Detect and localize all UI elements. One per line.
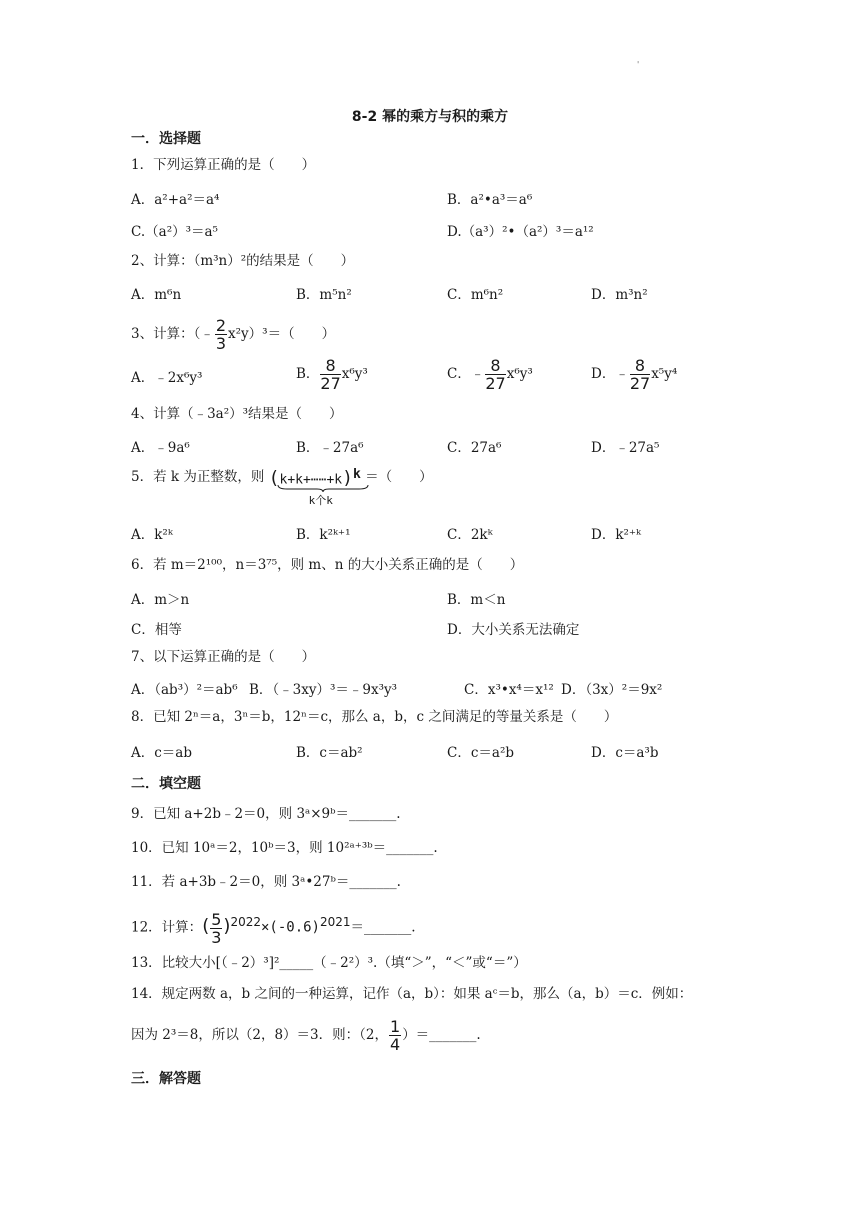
- q14-line-1: 14．规定两数 a，b 之间的一种运算，记作（a，b）：如果 aᶜ＝b，那么（a，b）＝c．例如：: [131, 986, 693, 1002]
- q12-result: ＝_______.: [350, 919, 416, 936]
- q4-stem: 4、计算（﹣3a²）³结果是（ ）: [131, 406, 343, 422]
- q12-middle: ×(-0.6): [260, 919, 320, 936]
- q12-exponent-2: 2021: [320, 915, 351, 929]
- q5-stem-post: ＝（ ）: [365, 469, 433, 486]
- q12-exponent-1: 2022: [230, 915, 261, 929]
- q3-stem-denominator: 3: [215, 334, 227, 353]
- q3-option-d: [591, 355, 677, 393]
- q14-line-2: [131, 1016, 481, 1054]
- q5-underbrace: [277, 484, 369, 492]
- q3-option-d-rest: x⁵y⁴: [651, 366, 678, 382]
- q3-option-d-numerator: 8: [630, 357, 650, 375]
- page-title: 8-2 幂的乘方与积的乘方: [351, 109, 509, 125]
- q14-denominator: 4: [390, 1035, 401, 1054]
- q4-option-a: A．﹣9a⁶: [131, 440, 190, 456]
- q3-option-a: A．﹣2x⁶y³: [131, 370, 203, 386]
- q14-line-2-pre: 因为 2³＝8，所以（2，8）＝3．则：（2，: [131, 1027, 388, 1043]
- q6-option-d: D．大小关系无法确定: [447, 622, 580, 638]
- q2-stem: 2、计算：（m³n）²的结果是（ ）: [131, 253, 355, 269]
- q5-open-paren: (: [268, 467, 280, 489]
- q1-option-b: B．a²•a³＝a⁶: [447, 192, 533, 208]
- q3-option-b-rest: x⁶y³: [341, 366, 368, 382]
- q3-option-d-denominator: 27: [629, 374, 651, 393]
- q5-expression: [268, 466, 361, 507]
- q5-option-b: B．k²ᵏ⁺¹: [296, 527, 351, 543]
- q4-option-b: B．﹣27a⁶: [296, 440, 364, 456]
- q6-option-a: A．m＞n: [131, 592, 190, 608]
- q12-denominator: 3: [211, 927, 222, 947]
- q3-option-c-fraction: [485, 357, 505, 392]
- q8-option-d: D．c＝a³b: [591, 745, 659, 761]
- section-answer: 三．解答题: [131, 1071, 201, 1087]
- q5-close-paren: ): [342, 467, 353, 489]
- q3-option-b-numerator: 8: [320, 357, 340, 375]
- q3-option-c-denominator: 27: [485, 374, 506, 393]
- section-fill-in: 二．填空题: [131, 776, 201, 792]
- q12-open-paren: (: [202, 915, 210, 937]
- q7-option-b: B．（﹣3xy）³＝﹣9x³y³: [249, 682, 398, 698]
- q12-fraction: [210, 911, 222, 946]
- section-choice: 一．选择题: [131, 131, 201, 147]
- q5-option-c: C．2kᵏ: [447, 527, 493, 543]
- q4-option-d: D．﹣27a⁵: [591, 440, 660, 456]
- q11: 11．若 a+3b﹣2＝0，则 3ᵃ•27ᵇ＝_______.: [131, 874, 401, 890]
- q12-label: 12．计算：: [131, 919, 203, 936]
- q12: [131, 903, 416, 947]
- q10: 10．已知 10ᵃ＝2，10ᵇ＝3，则 10²ᵃ⁺³ᵇ＝_______.: [131, 840, 438, 856]
- q5-option-d: D．k²⁺ᵏ: [591, 527, 641, 543]
- q3-option-c: [447, 355, 533, 393]
- q3-option-c-rest: x⁶y³: [506, 366, 533, 382]
- q13: 13．比较大小[（﹣2）³]²_____（﹣2²）³.（填“＞”，“＜”或“＝”）: [131, 955, 527, 971]
- q8-option-c: C．c＝a²b: [447, 745, 514, 761]
- q7-stem: 7、以下运算正确的是（ ）: [131, 649, 316, 665]
- q7-option-d: D．（3x）²＝9x²: [561, 682, 663, 698]
- q3-option-b-denominator: 27: [320, 374, 341, 393]
- q3-option-d-label: D．﹣: [591, 366, 629, 382]
- q5-stem-pre: 5．若 k 为正整数，则: [131, 469, 265, 486]
- q3-stem: [131, 315, 335, 353]
- corner-mark: ': [637, 60, 640, 69]
- q14-fraction: [389, 1018, 401, 1053]
- q4-option-c: C．27a⁶: [447, 440, 502, 456]
- q3-stem-pre: 3、计算：（﹣: [131, 326, 214, 342]
- q14-numerator: 1: [390, 1017, 401, 1036]
- q5-under-label: k个k: [308, 494, 333, 507]
- q8-option-b: B．c＝ab²: [296, 745, 363, 761]
- q1-stem: 1．下列运算正确的是（ ）: [131, 157, 316, 173]
- q12-close-paren: ): [223, 915, 231, 937]
- q3-option-d-fraction: [630, 357, 650, 392]
- q3-option-b: [296, 355, 368, 393]
- q3-stem-numerator: 2: [215, 316, 227, 335]
- q3-stem-fraction: [215, 317, 227, 352]
- q2-option-c: C．m⁶n²: [447, 287, 504, 303]
- q3-stem-post: x²y）³＝（ ）: [228, 326, 336, 342]
- q1-option-a: A．a²+a²＝a⁴: [131, 192, 220, 208]
- q6-stem: 6．若 m＝2¹⁰⁰，n＝3⁷⁵，则 m、n 的大小关系正确的是（ ）: [131, 557, 524, 573]
- q7-option-a: A．（ab³）²＝ab⁶: [131, 682, 238, 698]
- q2-option-b: B．m⁵n²: [296, 287, 352, 303]
- q1-option-d: D.（a³）²•（a²）³＝a¹²: [447, 224, 594, 240]
- q14-line-2-post: ）＝_______.: [402, 1027, 481, 1043]
- q2-option-a: A．m⁶n: [131, 287, 182, 303]
- q5-sum: k+k+⋯⋯+k: [279, 472, 343, 488]
- q5-power: k: [352, 467, 361, 482]
- q3-option-c-label: C．﹣: [447, 366, 485, 382]
- q9: 9．已知 a+2b﹣2＝0，则 3ᵃ×9ᵇ＝_______.: [131, 806, 401, 822]
- q5-stem: [131, 466, 433, 510]
- q5-option-a: A．k²ᵏ: [131, 527, 173, 543]
- q8-stem: 8．已知 2ⁿ＝a，3ⁿ＝b，12ⁿ＝c，那么 a，b，c 之间满足的等量关系是（ ）: [131, 709, 618, 725]
- q12-numerator: 5: [211, 909, 222, 929]
- q8-option-a: A．c＝ab: [131, 745, 193, 761]
- q3-option-b-label: B．: [296, 366, 320, 382]
- q6-option-c: C．相等: [131, 622, 182, 638]
- q3-option-b-fraction: [320, 357, 340, 392]
- q3-option-c-numerator: 8: [485, 357, 505, 375]
- q2-option-d: D．m³n²: [591, 287, 648, 303]
- q6-option-b: B．m＜n: [447, 592, 506, 608]
- q7-option-c: C．x³•x⁴＝x¹²: [464, 682, 554, 698]
- q1-option-c: C.（a²）³＝a⁵: [131, 224, 218, 240]
